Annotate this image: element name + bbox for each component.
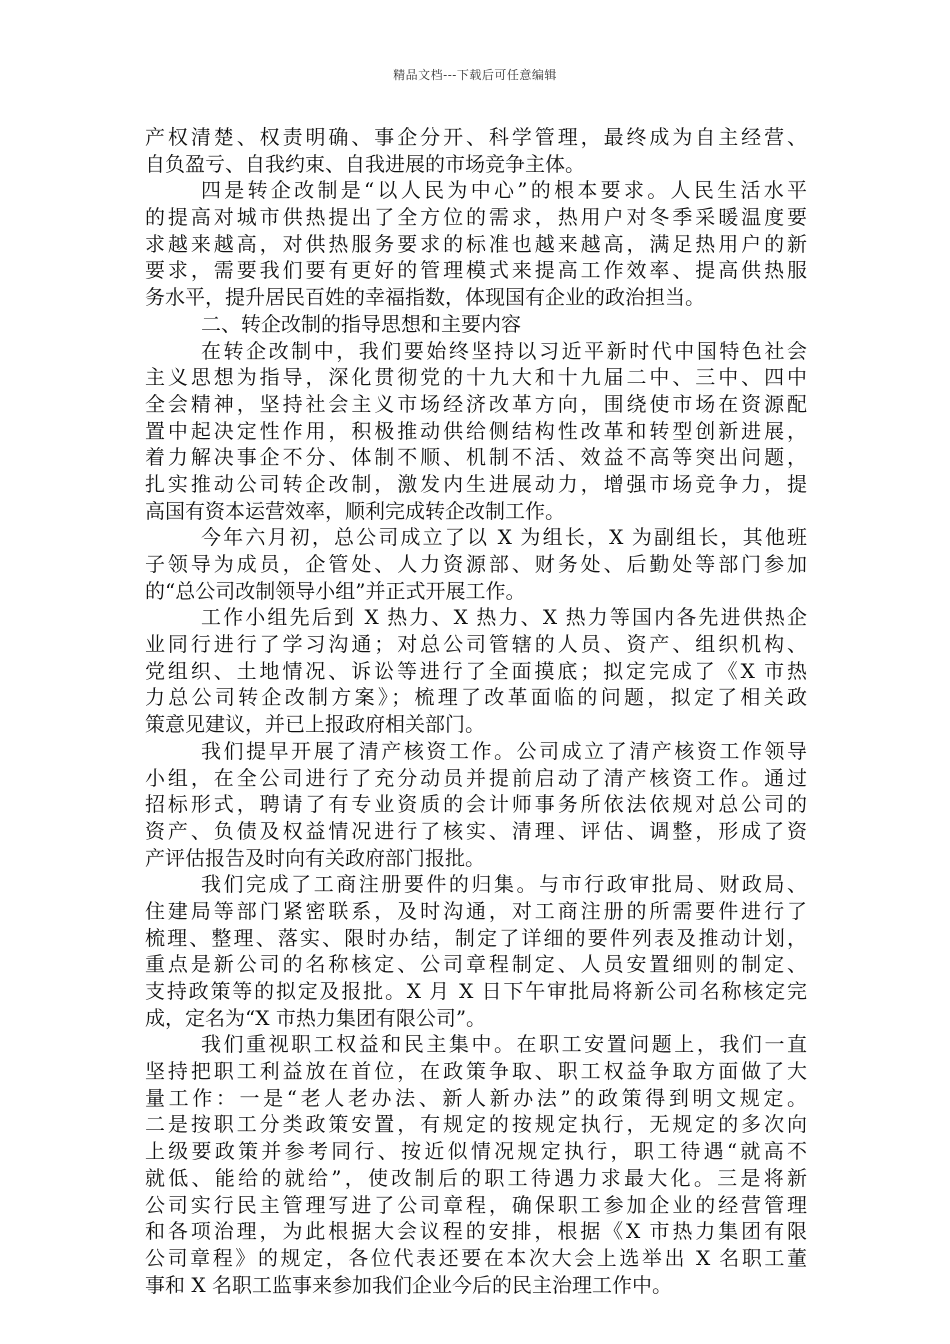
document-body [145, 124, 807, 1298]
text-line: 今年六月初，总公司成立了以 X 为组长，X 为副组长，其他班 [201, 525, 807, 550]
text-line: 全会精神，坚持社会主义市场经济改革方向，围绕使市场在资源配 [145, 391, 807, 416]
text-line: 事和 X 名职工监事来参加我们企业今后的民主治理工作中。 [145, 1272, 672, 1297]
text-line: 支持政策等的拟定及报批。X 月 X 日下午审批局将新公司名称核定完 [145, 979, 807, 1003]
text-line: 资产、负债及权益情况进行了核实、清理、评估、调整，形成了资 [145, 818, 807, 843]
text-line: 置中起决定性作用，积极推动供给侧结构性改革和转型创新进展， [145, 418, 807, 443]
text-line: 策意见建议，并已上报政府相关部门。 [145, 712, 485, 737]
text-line: 务水平，提升居民百姓的幸福指数，体现国有企业的政治担当。 [145, 285, 705, 310]
text-line: 小组，在全公司进行了充分动员并提前启动了清产核资工作。通过 [145, 765, 807, 790]
text-line: 量工作：一是“老人老办法、新人新办法”的政策得到明文规定。 [145, 1085, 807, 1110]
text-line: 党组织、土地情况、诉讼等进行了全面摸底；拟定完成了《X 市热 [145, 658, 807, 683]
text-line: 公司章程》的规定，各位代表还要在本次大会上选举出 X 名职工董 [145, 1245, 807, 1270]
text-line: 自负盈亏、自我约束、自我进展的市场竞争主体。 [145, 151, 585, 176]
text-line: 着力解决事企不分、体制不顺、机制不活、效益不高等突出问题， [145, 445, 807, 470]
text-line: 我们完成了工商注册要件的归集。与市行政审批局、财政局、 [201, 872, 807, 897]
text-line: 二是按职工分类政策安置，有规定的按规定执行，无规定的多次向 [145, 1112, 807, 1137]
text-line: 要求，需要我们要有更好的管理模式来提高工作效率、提高供热服 [145, 258, 807, 283]
text-line: 二、转企改制的指导思想和主要内容 [201, 311, 521, 336]
text-line: 住建局等部门紧密联系，及时沟通，对工商注册的所需要件进行了 [145, 898, 807, 923]
text-line: 招标形式，聘请了有专业资质的会计师事务所依法依规对总公司的 [145, 792, 807, 817]
text-line: 产评估报告及时向有关政府部门报批。 [145, 845, 485, 870]
text-line: 公司实行民主管理写进了公司章程，确保职工参加企业的经营管理 [145, 1192, 807, 1217]
text-line: 成，定名为“X 市热力集团有限公司”。 [145, 1005, 487, 1030]
text-line: 我们重视职工权益和民主集中。在职工安置问题上，我们一直 [201, 1032, 807, 1057]
text-line: 上级要政策并参考同行、按近似情况规定执行，职工待遇“就高不 [145, 1139, 807, 1164]
text-line: 的“总公司改制领导小组”并正式开展工作。 [145, 578, 526, 603]
text-line: 高国有资本运营效率，顺利完成转企改制工作。 [145, 498, 565, 523]
text-line: 坚持把职工利益放在首位，在政策争取、职工权益争取方面做了大 [145, 1059, 807, 1084]
text-line: 力总公司转企改制方案》；梳理了改革面临的问题，拟定了相关政 [145, 685, 807, 710]
text-line: 在转企改制中，我们要始终坚持以习近平新时代中国特色社会 [201, 338, 807, 363]
text-line: 求越来越高，对供热服务要求的标准也越来越高，满足热用户的新 [145, 231, 807, 256]
text-line: 梳理、整理、落实、限时办结，制定了详细的要件列表及推动计划， [145, 925, 807, 950]
text-line: 扎实推动公司转企改制，激发内生进展动力，增强市场竞争力，提 [145, 471, 807, 496]
text-line: 子领导为成员，企管处、人力资源部、财务处、后勤处等部门参加 [145, 552, 807, 576]
text-line: 和各项治理，为此根据大会议程的安排，根据《X 市热力集团有限 [145, 1219, 807, 1244]
text-line: 我们提早开展了清产核资工作。公司成立了清产核资工作领导 [201, 738, 807, 763]
page-header: 精品文档---下载后可任意编辑 [393, 68, 557, 82]
text-line: 重点是新公司的名称核定、公司章程制定、人员安置细则的制定、 [145, 952, 807, 977]
text-line: 的提高对城市供热提出了全方位的需求，热用户对冬季采暖温度要 [145, 205, 807, 230]
text-line: 主义思想为指导，深化贯彻党的十九大和十九届二中、三中、四中 [145, 365, 807, 390]
text-line: 产权清楚、权责明确、事企分开、科学管理，最终成为自主经营、 [145, 125, 807, 149]
text-line: 业同行进行了学习沟通；对总公司管辖的人员、资产、组织机构、 [145, 632, 807, 657]
text-line: 就低、能给的就给”，使改制后的职工待遇力求最大化。三是将新 [145, 1165, 807, 1190]
text-line: 四是转企改制是“以人民为中心”的根本要求。人民生活水平 [201, 178, 807, 203]
text-line: 工作小组先后到 X 热力、X 热力、X 热力等国内各先进供热企 [201, 605, 807, 630]
